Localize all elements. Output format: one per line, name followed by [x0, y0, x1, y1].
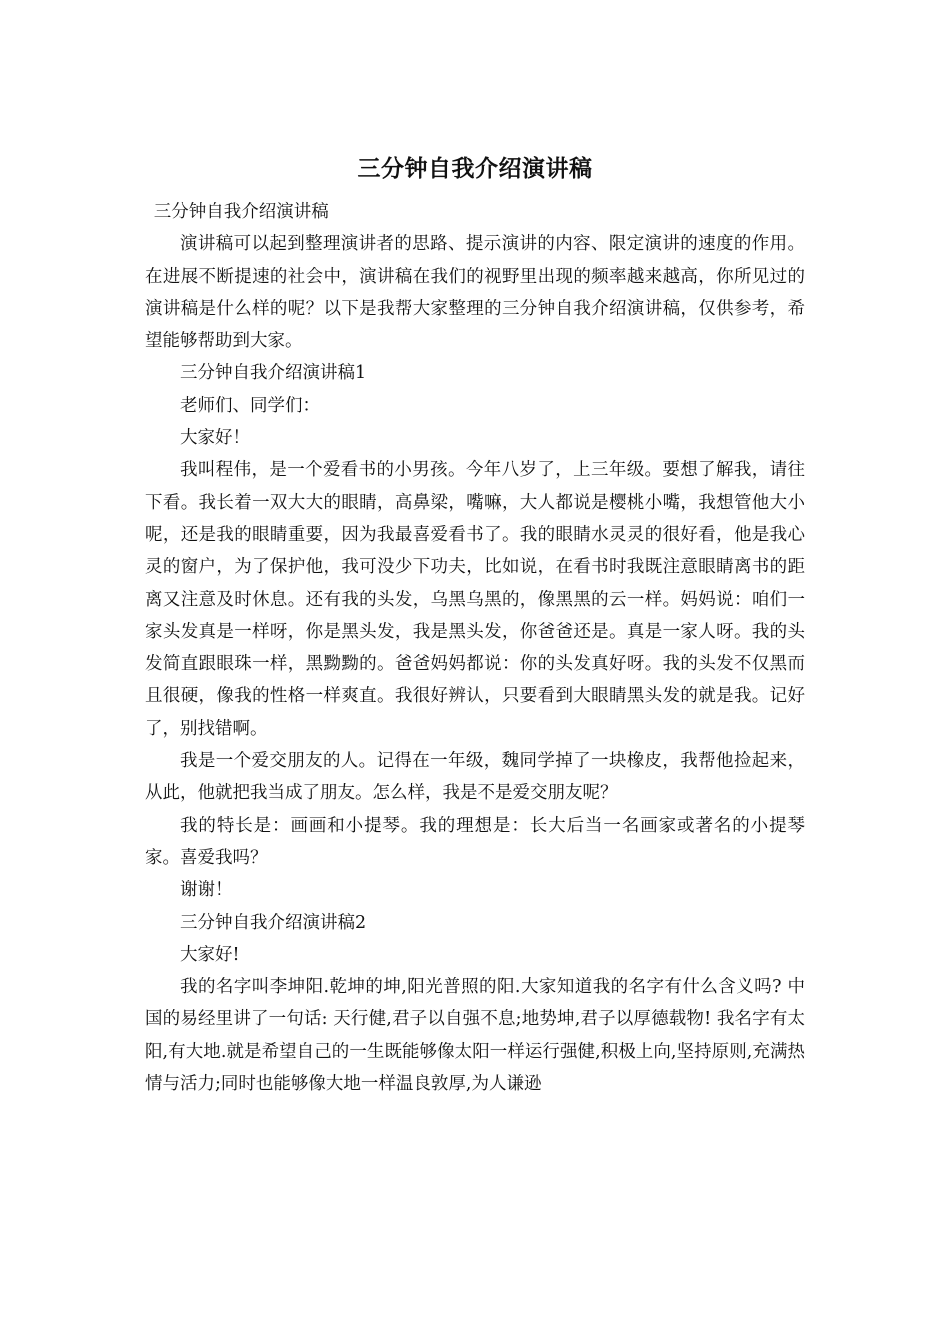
- body-paragraph: 我是一个爱交朋友的人。记得在一年级，魏同学掉了一块橡皮，我帮他捡起来，从此，他就把我当成了朋友。怎么样，我是不是爱交朋友呢？: [145, 751, 805, 804]
- body-paragraph: 我叫程伟，是一个爱看书的小男孩。今年八岁了，上三年级。要想了解我，请往下看。我长着一双大大的眼睛，高鼻梁，嘴嘛，大人都说是樱桃小嘴，我想管他大小呢，还是我的眼睛重要，因为我最喜爱看书了。我的眼睛水灵灵的很好看，他是我心灵的窗户，为了保护他，我可没少下功夫，比如说，在看书时我既注意眼睛离书的距离又注意及时休息。还有我的头发，乌黑乌黑的，像黑黑的云一样。妈妈说：咱们一家头发真是一样呀，你是黑头发，我是黑头发，你爸爸还是。真是一家人呀。我的头发简直跟眼珠一样，黑黝黝的。爸爸妈妈都说：你的头发真好呀。我的头发不仅黑而且很硬，像我的性格一样爽直。我很好辨认，只要看到大眼睛黑头发的就是我。记好了，别找错啊。: [145, 460, 805, 739]
- intro-paragraph: 演讲稿可以起到整理演讲者的思路、提示演讲的内容、限定演讲的速度的作用。在进展不断提速的社会中，演讲稿在我们的视野里出现的频率越来越高，你所见过的演讲稿是什么样的呢？以下是我帮大家整理的三分钟自我介绍演讲稿，仅供参考，希望能够帮助到大家。: [145, 234, 805, 352]
- closing-line: 谢谢！: [180, 880, 233, 901]
- body-paragraph: 我的名字叫李坤阳.乾坤的坤,阳光普照的阳.大家知道我的名字有什么含义吗? 中国的易经里讲了一句话: 天行健,君子以自强不息;地势坤,君子以厚德载物! 我名字有太阳,有大地.就是希望自己的一生既能够像太阳一样运行强健,积极上向,坚持原则,充满热情与活力;同时也能够像大地一样温良敦厚,为人谦逊: [145, 977, 805, 1095]
- subtitle-line: 三分钟自我介绍演讲稿: [153, 202, 329, 222]
- greeting-line: 大家好!: [180, 944, 240, 965]
- greeting-line: 老师们、同学们：: [180, 395, 320, 416]
- section-heading-1: 三分钟自我介绍演讲稿1: [180, 363, 367, 384]
- document-title: 三分钟自我介绍演讲稿: [357, 155, 593, 182]
- section-heading-2: 三分钟自我介绍演讲稿2: [180, 912, 367, 933]
- document-body: [145, 196, 805, 1100]
- body-paragraph: 我的特长是：画画和小提琴。我的理想是：长大后当一名画家或著名的小提琴家。喜爱我吗？: [145, 815, 805, 868]
- greeting-line: 大家好！: [180, 428, 250, 449]
